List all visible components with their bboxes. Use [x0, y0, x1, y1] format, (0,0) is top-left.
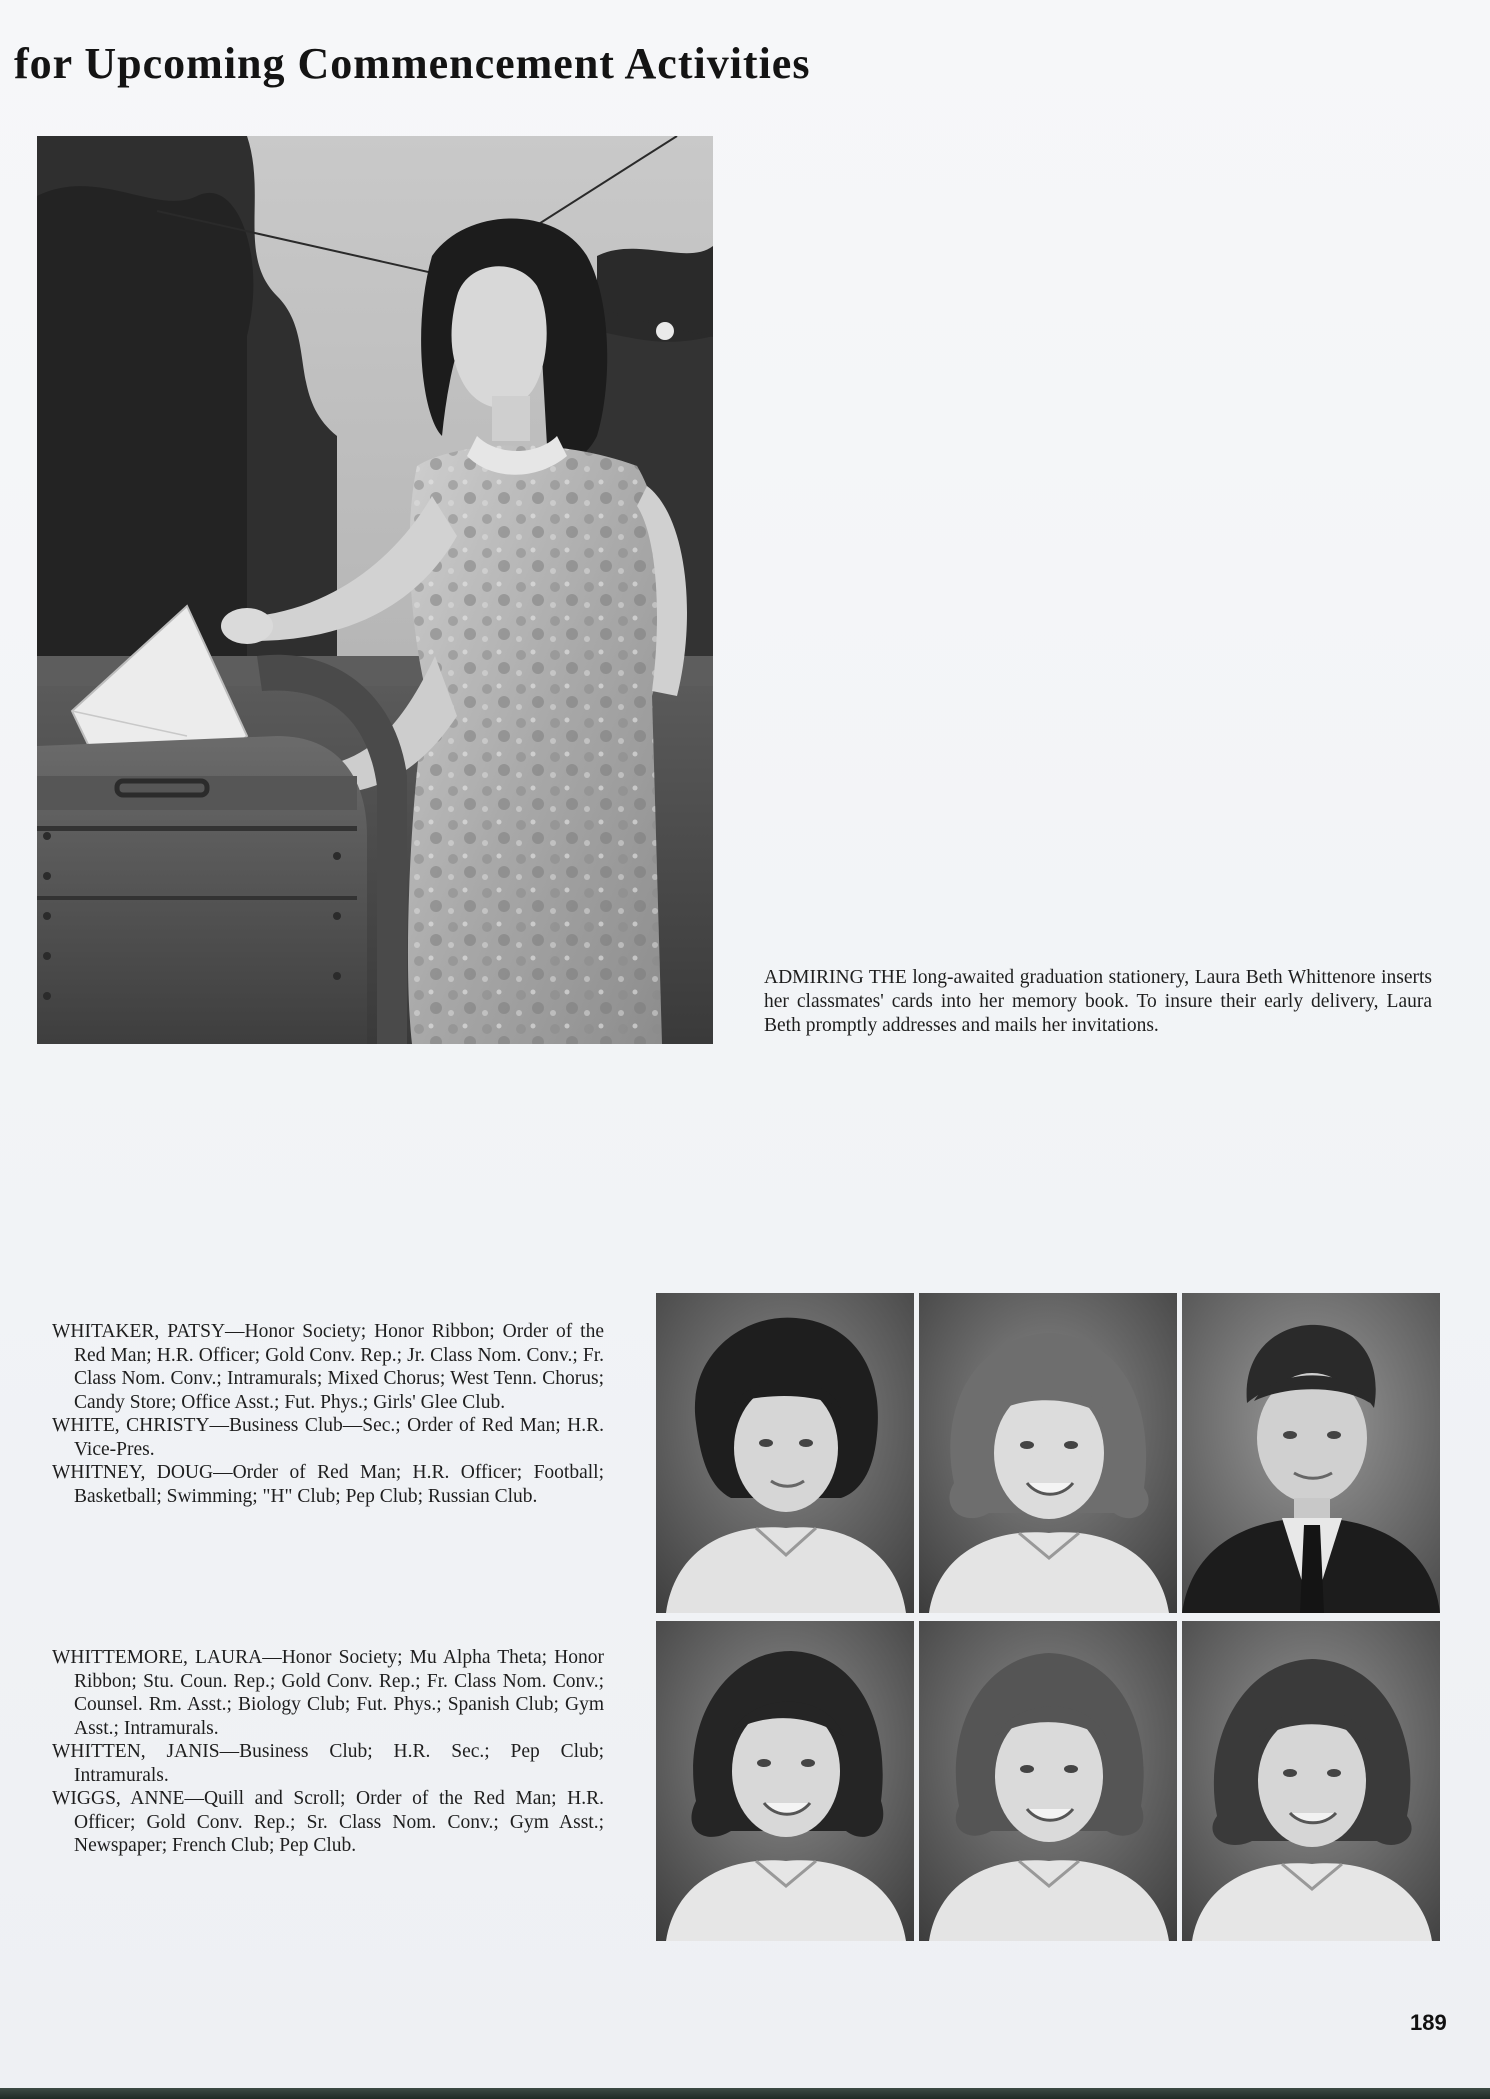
- bio-entry: WHITTEN, JANIS—Business Club; H.R. Sec.; Pep Club; Intramurals.: [52, 1741, 604, 1786]
- senior-portrait: [919, 1621, 1177, 1941]
- bio-entry: WHITE, CHRISTY—Business Club—Sec.; Order of Red Man; H.R. Vice-Pres.: [52, 1415, 604, 1460]
- bio-entry: WHITAKER, PATSY—Honor Society; Honor Ribbon; Order of the Red Man; H.R. Officer; Gold Conv. Rep.; Jr. Class Nom. Conv.; Fr. Class Nom. Conv.; Intramurals; Mixed Chorus; West Tenn. Chorus; Candy Store; Office Asst.; Fut. Phys.; Girls' Glee Club.: [52, 1321, 604, 1413]
- page-number: 189: [1410, 2010, 1447, 2035]
- senior-bios-top: [52, 1320, 604, 1508]
- senior-portrait-grid: [656, 1293, 1440, 1943]
- senior-portrait: [656, 1293, 914, 1613]
- bio-entry: WHITNEY, DOUG—Order of Red Man; H.R. Officer; Football; Basketball; Swimming; "H" Club; Pep Club; Russian Club.: [52, 1462, 604, 1507]
- bio-entry: WIGGS, ANNE—Quill and Scroll; Order of the Red Man; H.R. Officer; Gold Conv. Rep.; Sr. Class Nom. Conv.; Gym Asst.; Newspaper; French Club; Pep Club.: [52, 1788, 604, 1856]
- senior-portrait: [1182, 1621, 1440, 1941]
- bio-entry: WHITTEMORE, LAURA—Honor Society; Mu Alpha Theta; Honor Ribbon; Stu. Coun. Rep.; Gold Conv. Rep.; Fr. Class Nom. Conv.; Counsel. Rm. Asst.; Biology Club; Fut. Phys.; Spanish Club; Gym Asst.; Intramurals.: [52, 1647, 604, 1739]
- mailbox-photo: [37, 136, 713, 1044]
- page-edge: [0, 2088, 1490, 2099]
- page-headline: for Upcoming Commencement Activities: [14, 39, 811, 88]
- senior-bios-bottom: [52, 1646, 604, 1858]
- photo-caption: ADMIRING THE long-awaited graduation stationery, Laura Beth Whittenore inserts her classmates' cards into her memory book. To insure their early delivery, Laura Beth promptly addresses and mails her invitations.: [764, 966, 1432, 1036]
- senior-portrait: [919, 1293, 1177, 1613]
- senior-portrait: [1182, 1293, 1440, 1613]
- senior-portrait: [656, 1621, 914, 1941]
